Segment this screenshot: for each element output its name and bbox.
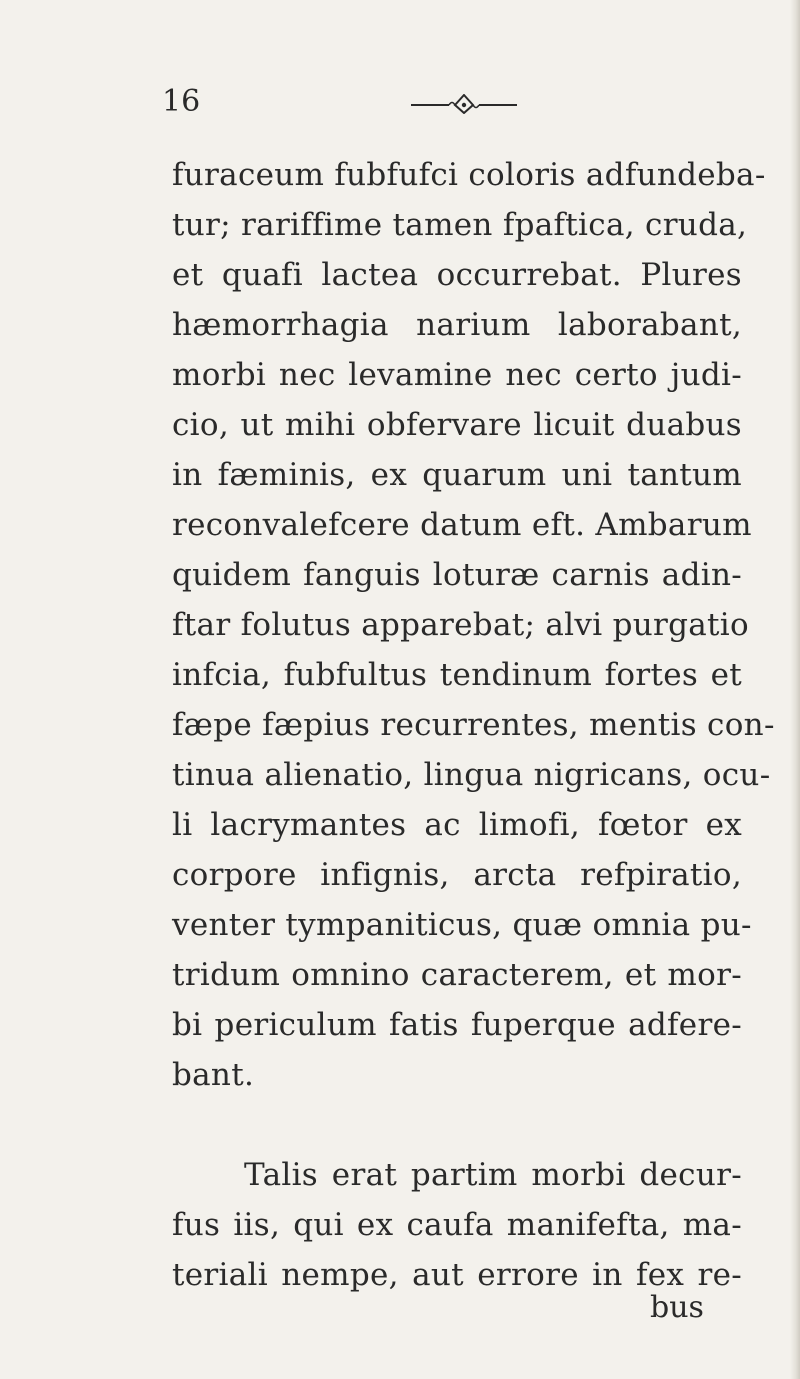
fleuron-ornament-icon <box>409 94 519 114</box>
text-line: bant. <box>172 1057 255 1093</box>
text-line: in fæminis, ex quarum uni tantum <box>172 457 742 493</box>
text-line: infcia, fubfultus tendinum fortes et <box>172 657 742 693</box>
text-line: tinua alienatio, lingua nigricans, ocu- <box>172 757 771 793</box>
catchword: bus <box>650 1290 704 1325</box>
page-number: 16 <box>162 84 201 119</box>
page-header <box>162 82 582 122</box>
text-line: teriali nempe, aut errore in fex re- <box>172 1257 742 1293</box>
text-line: Talis erat partim morbi decur- <box>244 1157 742 1193</box>
text-line: et quafi lactea occurrebat. Plures <box>172 257 742 293</box>
text-line: reconvalefcere datum eft. Ambarum <box>172 507 752 543</box>
text-line: cio, ut mihi obfervare licuit duabus <box>172 407 742 443</box>
text-line: venter tympaniticus, quæ omnia pu- <box>172 907 752 943</box>
page-edge <box>790 0 800 1379</box>
text-line: fus iis, qui ex caufa manifefta, ma- <box>172 1207 742 1243</box>
text-line: hæmorrhagia narium laborabant, <box>172 307 742 343</box>
text-line: tur; rariffime tamen fpaftica, cruda, <box>172 207 748 243</box>
text-line: li lacrymantes ac limofi, fœtor ex <box>172 807 742 843</box>
text-line: ftar folutus apparebat; alvi purgatio <box>172 607 749 643</box>
text-line: tridum omnino caracterem, et mor- <box>172 957 742 993</box>
text-line: bi periculum fatis fuperque adfere- <box>172 1007 742 1043</box>
text-line: fæpe fæpius recurrentes, mentis con- <box>172 707 775 743</box>
text-line: corpore infignis, arcta refpiratio, <box>172 857 742 893</box>
paragraph-gap <box>172 1100 742 1150</box>
body-text <box>172 150 775 1300</box>
text-line: furaceum fubfufci coloris adfundeba- <box>172 157 766 193</box>
text-line: morbi nec levamine nec certo judi- <box>172 357 742 393</box>
text-line: quidem fanguis loturæ carnis adin- <box>172 557 742 593</box>
paragraph-2 <box>172 1150 742 1300</box>
paragraph-1 <box>172 150 775 1100</box>
